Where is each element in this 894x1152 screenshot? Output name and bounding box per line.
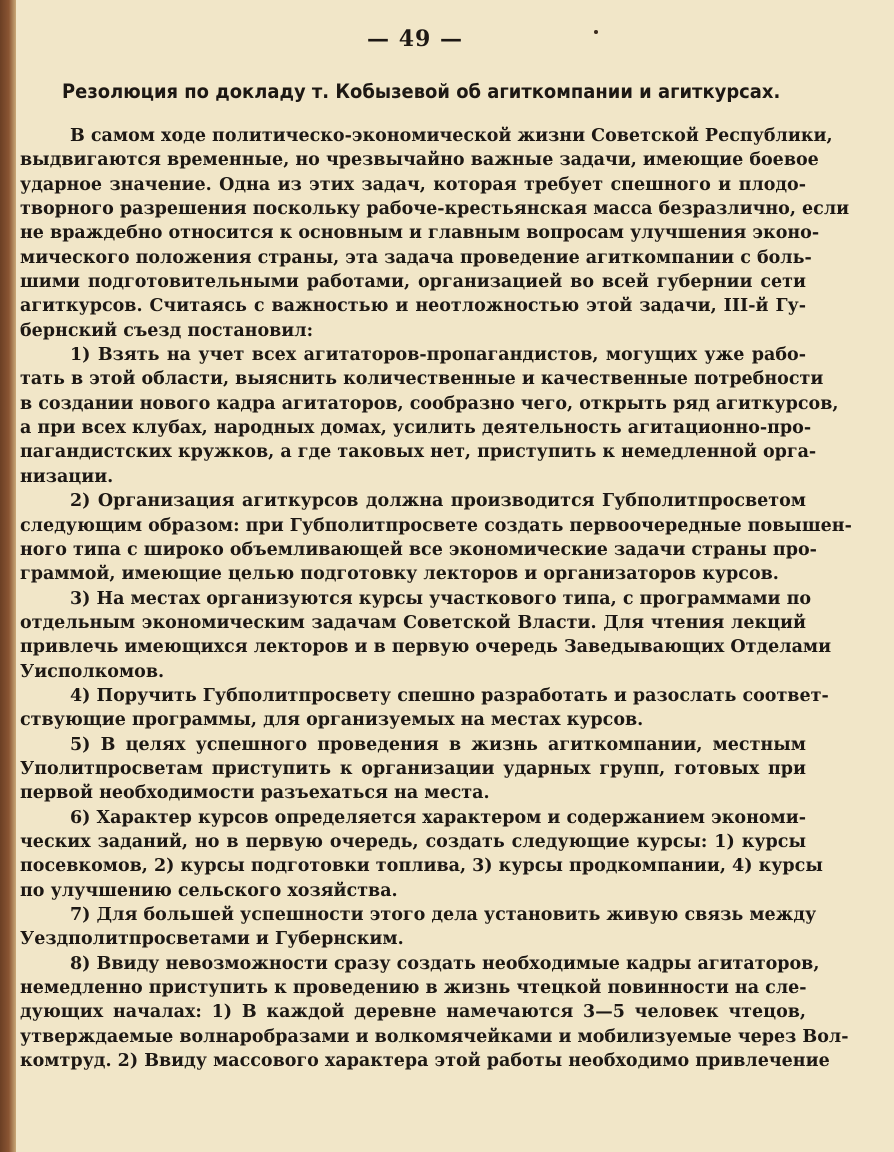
text-line: ного типа с широко объемливающей все экономические задачи страны про- [20, 539, 817, 560]
text-line: 8) Ввиду невозможности сразу создать необходимые кадры агитаторов, [70, 953, 820, 974]
text-line: отдельным экономическим задачам Советской Власти. Для чтения лекций [20, 612, 806, 633]
text-line: В самом ходе политическо-экономической жизни Советской Республики, [70, 126, 833, 146]
text-line: а при всех клубах, народных домах, усилить деятельность агитационно-про- [20, 418, 812, 439]
text-line: в создании нового кадра агитаторов, сообразно чего, открыть ряд агиткурсов, [20, 393, 839, 414]
text-line: посевкомов, 2) курсы подготовки топлива, 3) курсы продкомпании, 4) курсы [20, 856, 823, 877]
text-line: по улучшению сельского хозяйства. [20, 880, 398, 901]
text-line: пагандистских кружков, а где таковых нет, приступить к немедленной орга- [20, 442, 817, 463]
text-line: бернский съезд постановил: [20, 320, 314, 341]
text-line: низации. [20, 466, 114, 487]
text-line: мического положения страны, эта задача проведение агиткомпании с боль- [20, 247, 812, 268]
text-line: 1) Взять на учет всех агитаторов-пропагандистов, могущих уже рабо- [70, 345, 806, 366]
text-line: первой необходимости разъехаться на места. [20, 783, 490, 804]
book-binding-edge [0, 0, 16, 1152]
text-line: не враждебно относится к основным и главным вопросам улучшения эконо- [20, 223, 820, 244]
text-line: немедленно приступить к проведению в жизнь чтецкой повинности на сле- [20, 978, 807, 999]
text-line: привлечь имеющихся лекторов и в первую очередь Заведывающих Отделами [20, 637, 832, 658]
text-line: выдвигаются временные, но чрезвычайно важные задачи, имеющие боевое [20, 150, 819, 171]
text-line: 5) В целях успешного проведения в жизнь агиткомпании, местным [70, 734, 806, 755]
text-line: следующим образом: при Губполитпросвете создать первоочередные повышен- [20, 515, 852, 536]
text-line: ударное значение. Одна из этих задач, которая требует спешного и плодо- [20, 174, 806, 195]
text-line: 2) Организация агиткурсов должна производится Губполитпросветом [70, 491, 806, 512]
text-line: шими подготовительными работами, организацией во всей губернии сети [20, 272, 806, 293]
page-number: — 49 — [367, 26, 463, 52]
text-line: комтруд. 2) Ввиду массового характера этой работы необходимо привлечение [20, 1051, 830, 1072]
text-line: граммой, имеющие целью подготовку лекторов и организаторов курсов. [20, 564, 779, 585]
text-line: творного разрешения поскольку рабоче-крестьянская масса безразлично, если [20, 199, 850, 220]
resolution-body [20, 124, 852, 1073]
text-line: 3) На местах организуются курсы участкового типа, с программами по [70, 588, 812, 609]
text-line: 6) Характер курсов определяется характером и содержанием экономи- [70, 807, 806, 828]
text-line: Уисполкомов. [20, 661, 165, 682]
text-line: ствующие программы, для организуемых на местах курсов. [20, 710, 644, 731]
text-line: агиткурсов. Считаясь с важностью и неотложностью этой задачи, III-й Гу- [20, 296, 806, 317]
text-line: дующих началах: 1) В каждой деревне намечаются 3—5 человек чтецов, [20, 1002, 806, 1023]
text-line: 7) Для большей успешности этого дела установить живую связь между [70, 905, 817, 925]
text-line: Уездполитпросветами и Губернским. [20, 929, 404, 950]
text-line: Уполитпросветам приступить к организации ударных групп, готовых при [20, 758, 806, 779]
ink-speck [594, 30, 598, 34]
text-line: ческих заданий, но в первую очередь, создать следующие курсы: 1) курсы [20, 831, 806, 852]
text-line: 4) Поручить Губполитпросвету спешно разработать и разослать соответ- [70, 685, 829, 706]
text-line: тать в этой области, выяснить количественные и качественные потребности [20, 369, 824, 390]
text-line: утверждаемые волнаробразами и волкомячейками и мобилизуемые через Вол- [20, 1026, 849, 1047]
page-title: Резолюция по докладу т. Кобызевой об агиткомпании и агиткурсах. [62, 80, 781, 103]
